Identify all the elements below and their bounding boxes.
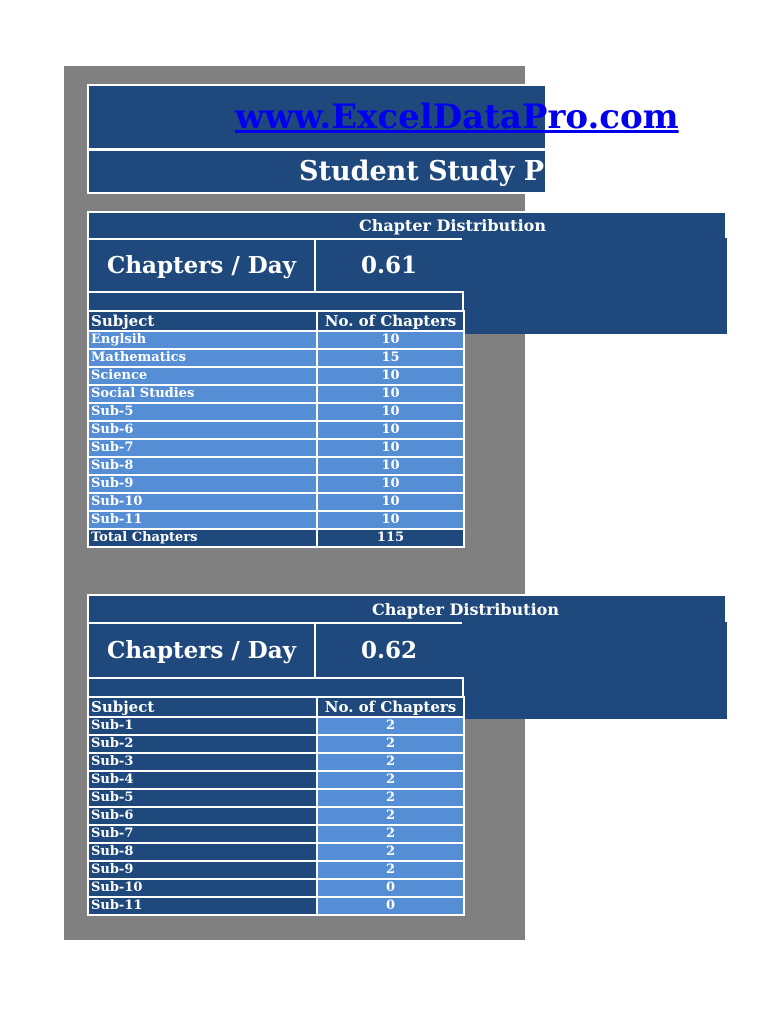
section1-chapters-per-day-value: 0.61	[314, 238, 464, 293]
chapters-cell[interactable]: 0	[317, 897, 464, 915]
table-row	[88, 789, 464, 807]
section1-subject-table	[87, 310, 465, 548]
section2-col-subject: Subject	[88, 697, 317, 717]
table-row	[88, 457, 464, 475]
chapters-cell[interactable]: 15	[317, 349, 464, 367]
subject-cell[interactable]: Sub-11	[88, 511, 317, 529]
section1-col-subject: Subject	[88, 311, 317, 331]
page-title: Student Study Planner	[87, 149, 547, 194]
subject-cell[interactable]: Sub-4	[88, 771, 317, 789]
table-row	[88, 717, 464, 735]
chapters-cell[interactable]: 2	[317, 843, 464, 861]
section2-chapters-per-day-label: Chapters / Day	[87, 622, 316, 679]
section2-title: Chapter Distribution	[87, 594, 727, 624]
table-row	[88, 493, 464, 511]
subject-cell[interactable]: Science	[88, 367, 317, 385]
chapters-cell[interactable]: 2	[317, 735, 464, 753]
table-row	[88, 331, 464, 349]
subject-cell[interactable]: Englsih	[88, 331, 317, 349]
subject-cell[interactable]: Sub-1	[88, 717, 317, 735]
subject-cell[interactable]: Sub-6	[88, 421, 317, 439]
table-row	[88, 861, 464, 879]
section1-title: Chapter Distribution	[87, 211, 727, 240]
table-row	[88, 879, 464, 897]
table-row	[88, 385, 464, 403]
chapters-cell[interactable]: 2	[317, 861, 464, 879]
subject-cell[interactable]: Social Studies	[88, 385, 317, 403]
total-value[interactable]: 115	[317, 529, 464, 547]
subject-cell[interactable]: Sub-10	[88, 493, 317, 511]
table-row	[88, 475, 464, 493]
subject-cell[interactable]: Sub-5	[88, 789, 317, 807]
subject-cell[interactable]: Sub-11	[88, 897, 317, 915]
subject-cell[interactable]: Sub-9	[88, 861, 317, 879]
table-row	[88, 753, 464, 771]
subject-cell[interactable]: Sub-9	[88, 475, 317, 493]
section1-side-panel	[462, 238, 727, 334]
subject-cell[interactable]: Sub-10	[88, 879, 317, 897]
section1-col-chapters: No. of Chapters	[317, 311, 464, 331]
chapters-cell[interactable]: 2	[317, 753, 464, 771]
table-row	[88, 511, 464, 529]
section2-side-panel	[462, 622, 727, 719]
chapters-cell[interactable]: 10	[317, 475, 464, 493]
total-label: Total Chapters	[88, 529, 317, 547]
subject-cell[interactable]: Sub-8	[88, 843, 317, 861]
table-row	[88, 421, 464, 439]
table-row	[88, 843, 464, 861]
chapters-cell[interactable]: 2	[317, 825, 464, 843]
chapters-cell[interactable]: 0	[317, 879, 464, 897]
table-row	[88, 403, 464, 421]
chapters-cell[interactable]: 10	[317, 331, 464, 349]
section2-col-chapters: No. of Chapters	[317, 697, 464, 717]
table-row	[88, 825, 464, 843]
section2-chapters-per-day-value: 0.62	[314, 622, 464, 679]
subject-cell[interactable]: Mathematics	[88, 349, 317, 367]
subject-cell[interactable]: Sub-7	[88, 825, 317, 843]
chapters-cell[interactable]: 2	[317, 789, 464, 807]
table-row	[88, 807, 464, 825]
section1-spacer-row	[87, 291, 464, 312]
subject-cell[interactable]: Sub-6	[88, 807, 317, 825]
section2-spacer-row	[87, 677, 464, 698]
section1-chapters-per-day-label: Chapters / Day	[87, 238, 316, 293]
chapters-cell[interactable]: 10	[317, 439, 464, 457]
website-link[interactable]: www.ExcelDataPro.com	[87, 84, 547, 150]
chapters-cell[interactable]: 2	[317, 717, 464, 735]
subject-cell[interactable]: Sub-3	[88, 753, 317, 771]
subject-cell[interactable]: Sub-2	[88, 735, 317, 753]
chapters-cell[interactable]: 10	[317, 493, 464, 511]
subject-cell[interactable]: Sub-7	[88, 439, 317, 457]
total-row	[88, 529, 464, 547]
chapters-cell[interactable]: 10	[317, 367, 464, 385]
chapters-cell[interactable]: 2	[317, 771, 464, 789]
chapters-cell[interactable]: 10	[317, 421, 464, 439]
subject-cell[interactable]: Sub-5	[88, 403, 317, 421]
table-row	[88, 897, 464, 915]
chapters-cell[interactable]: 10	[317, 403, 464, 421]
chapters-cell[interactable]: 10	[317, 457, 464, 475]
subject-cell[interactable]: Sub-8	[88, 457, 317, 475]
section2-subject-table	[87, 696, 465, 916]
table-row	[88, 735, 464, 753]
table-row	[88, 349, 464, 367]
chapters-cell[interactable]: 10	[317, 385, 464, 403]
table-row	[88, 771, 464, 789]
chapters-cell[interactable]: 10	[317, 511, 464, 529]
table-row	[88, 439, 464, 457]
table-row	[88, 367, 464, 385]
chapters-cell[interactable]: 2	[317, 807, 464, 825]
